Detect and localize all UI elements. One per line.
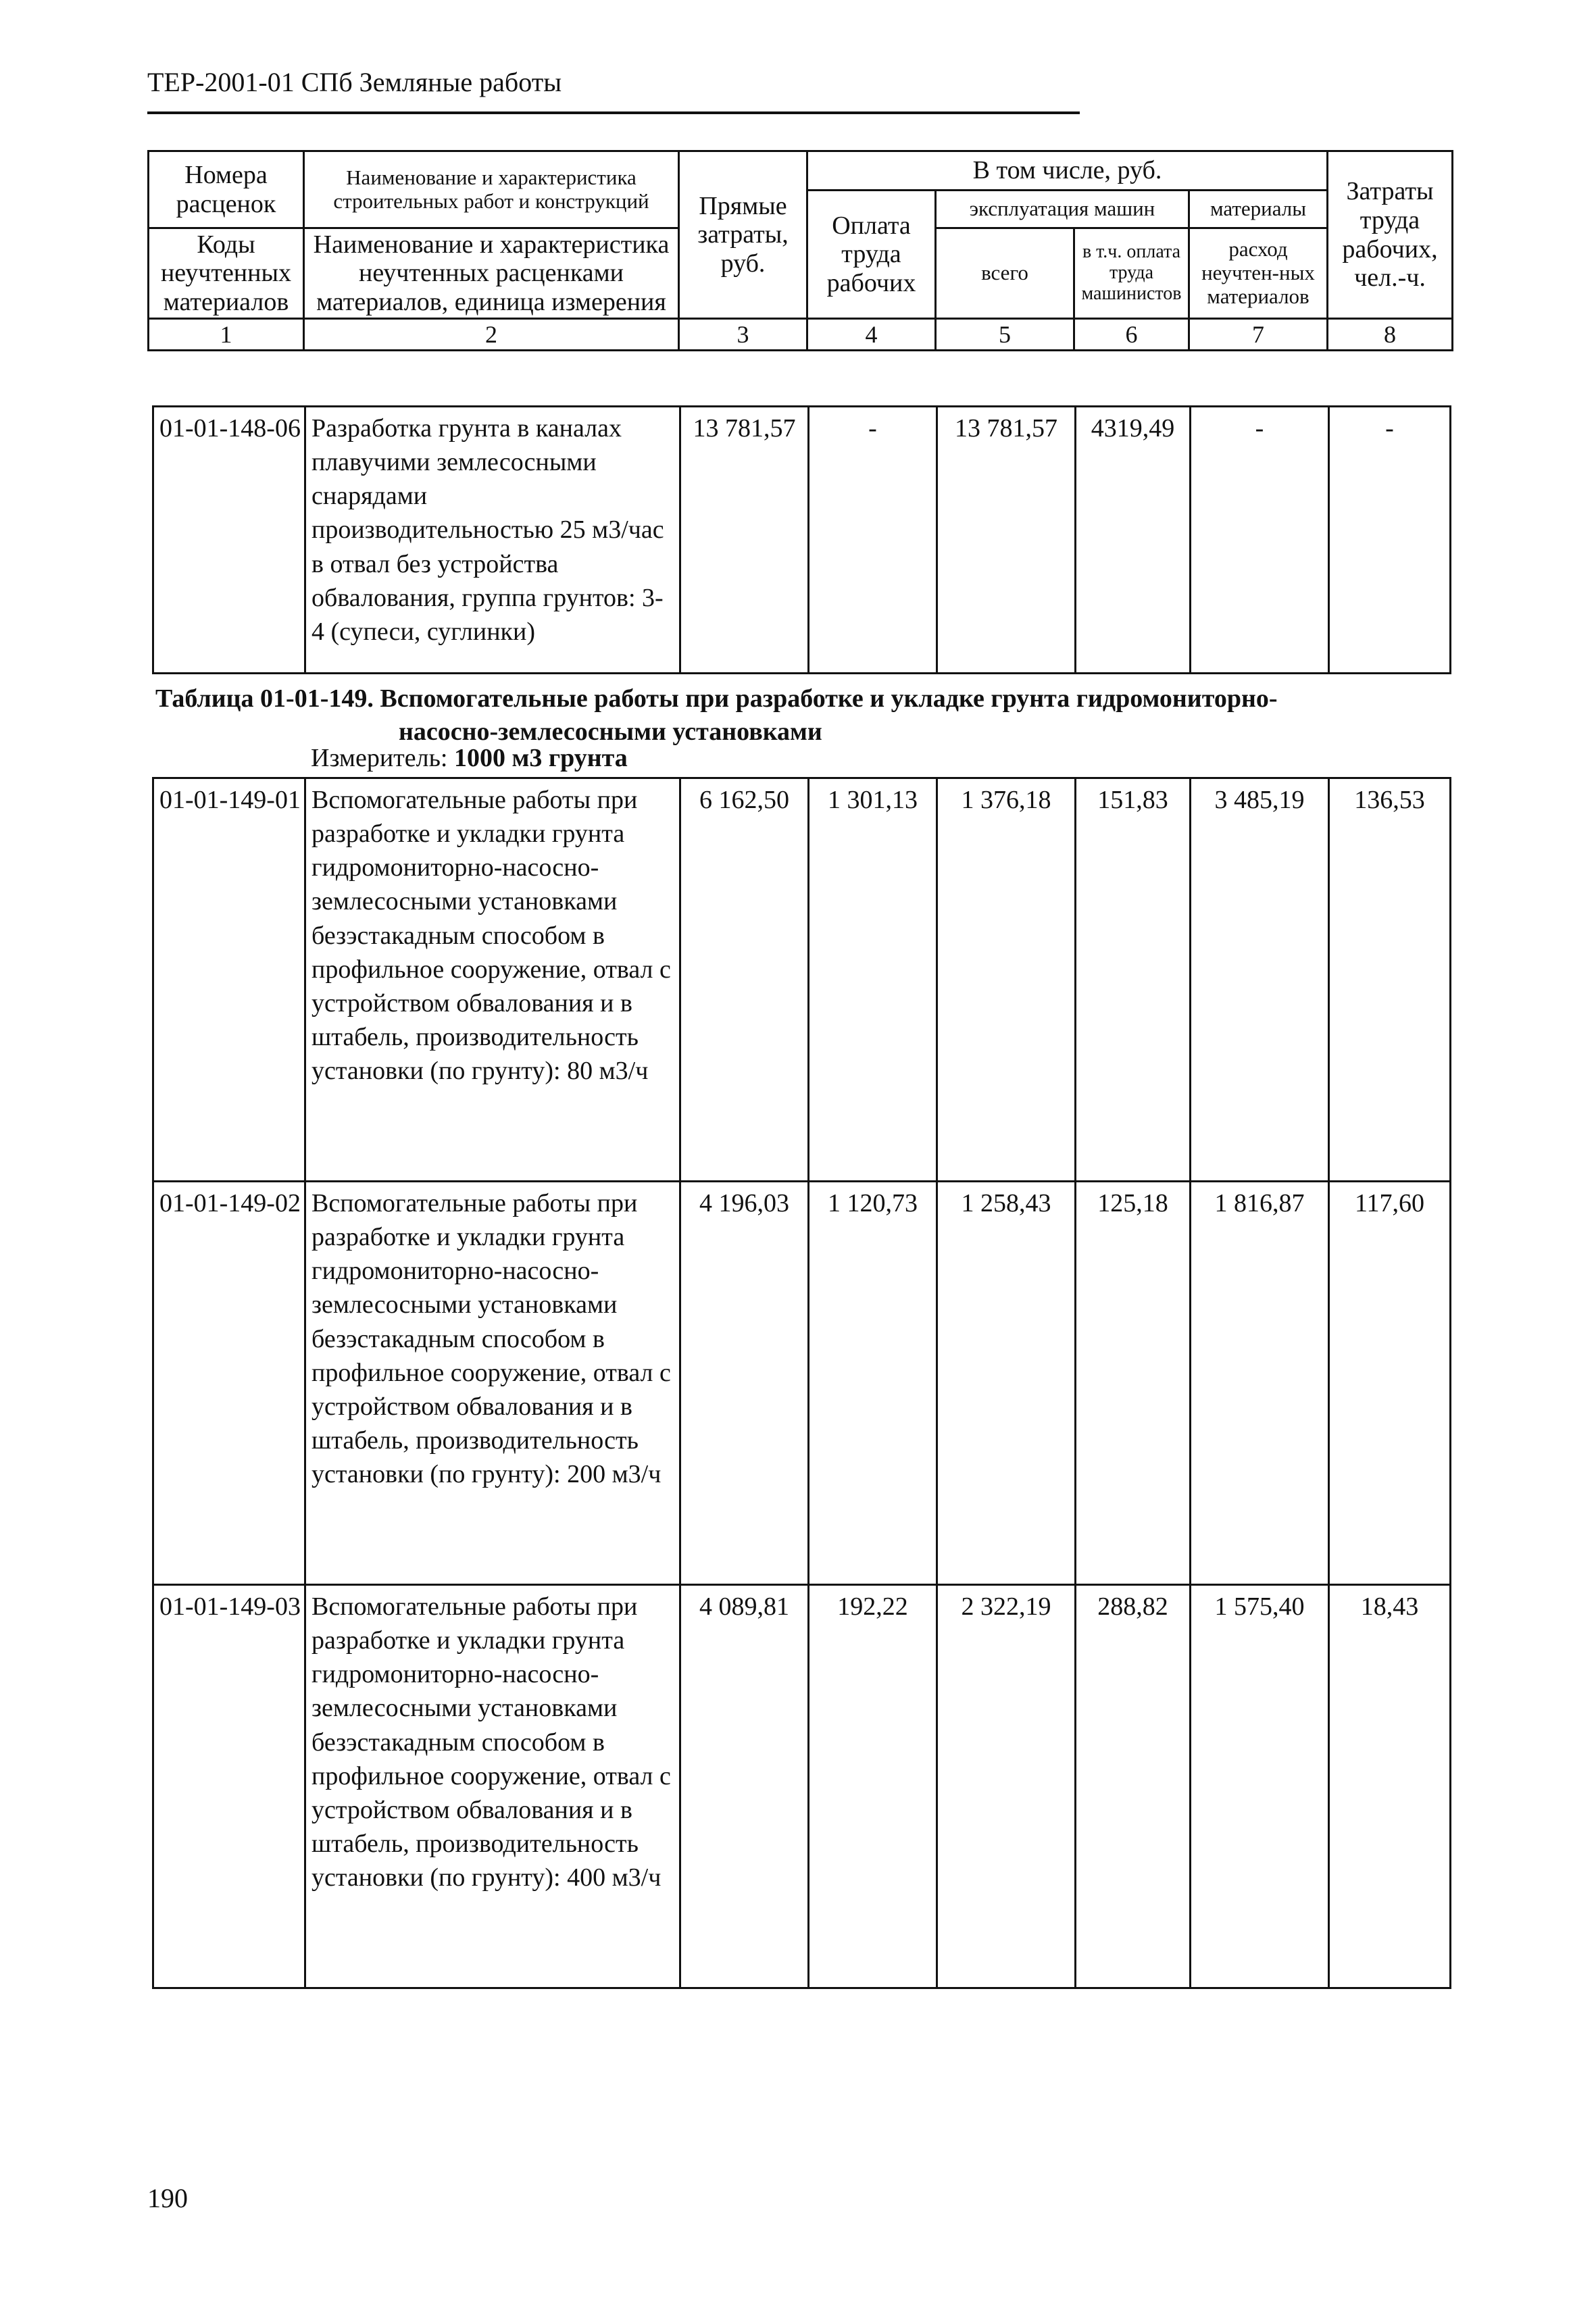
worker-pay: 192,22 bbox=[809, 1585, 937, 1988]
column-number: 6 bbox=[1074, 319, 1189, 351]
column-number: 7 bbox=[1189, 319, 1328, 351]
labor-hours: 117,60 bbox=[1329, 1182, 1451, 1585]
table-row bbox=[153, 1585, 1451, 1988]
materials-cost: 1 575,40 bbox=[1191, 1585, 1329, 1988]
table-caption-line: насосно-землесосными установками bbox=[399, 718, 822, 747]
column-number: 8 bbox=[1328, 319, 1453, 351]
column-number: 4 bbox=[807, 319, 936, 351]
machines-total: 1 258,43 bbox=[937, 1182, 1076, 1585]
direct-costs: 4 089,81 bbox=[680, 1585, 809, 1988]
header-machines-total: всего bbox=[936, 228, 1074, 319]
measure-unit-value: 1000 м3 грунта bbox=[454, 744, 628, 772]
rate-code: 01-01-148-06 bbox=[153, 407, 305, 674]
page-number: 190 bbox=[147, 2183, 188, 2213]
running-head: ТЕР-2001-01 СПб Земляные работы bbox=[147, 67, 562, 97]
labor-hours: 136,53 bbox=[1329, 778, 1451, 1182]
header-including: В том числе, руб. bbox=[807, 151, 1328, 191]
machinists-pay: 125,18 bbox=[1076, 1182, 1191, 1585]
rate-description: Вспомогательные работы при разработке и укладки грунта гидромониторно-насосно-землесосными установками безэстакадным способом в профильное сооружение, отвал с устройством обвалования и в штабель, производительность установки (по грунту): 400 м3/ч bbox=[305, 1585, 680, 1988]
header-material-consumption: расход неучтен-ных материалов bbox=[1189, 228, 1328, 319]
materials-cost: - bbox=[1191, 407, 1329, 674]
column-number: 5 bbox=[936, 319, 1074, 351]
machines-total: 2 322,19 bbox=[937, 1585, 1076, 1988]
materials-cost: 3 485,19 bbox=[1191, 778, 1329, 1182]
direct-costs: 13 781,57 bbox=[680, 407, 809, 674]
header-rule bbox=[147, 111, 1080, 114]
worker-pay: 1 120,73 bbox=[809, 1182, 937, 1585]
column-number: 1 bbox=[149, 319, 304, 351]
header-machine-operation: эксплуатация машин bbox=[936, 191, 1189, 228]
direct-costs: 6 162,50 bbox=[680, 778, 809, 1182]
header-rate-numbers: Номера расценок bbox=[149, 151, 304, 228]
machines-total: 13 781,57 bbox=[937, 407, 1076, 674]
column-header-table bbox=[147, 150, 1453, 351]
machinists-pay: 288,82 bbox=[1076, 1585, 1191, 1988]
rate-code: 01-01-149-02 bbox=[153, 1182, 305, 1585]
direct-costs: 4 196,03 bbox=[680, 1182, 809, 1585]
machines-total: 1 376,18 bbox=[937, 778, 1076, 1182]
worker-pay: 1 301,13 bbox=[809, 778, 937, 1182]
measure-unit bbox=[311, 743, 628, 773]
measure-unit-label: Измеритель: bbox=[311, 744, 448, 772]
rate-description: Вспомогательные работы при разработке и укладки грунта гидромониторно-насосно-землесосными установками безэстакадным способом в профильное сооружение, отвал с устройством обвалования и в штабель, производительность установки (по грунту): 200 м3/ч bbox=[305, 1182, 680, 1585]
table-caption-line: Таблица 01-01-149. Вспомогательные работы при разработке и укладке грунта гидромониторно- bbox=[155, 684, 1278, 713]
labor-hours: - bbox=[1329, 407, 1451, 674]
header-work-name: Наименование и характеристика строительных работ и конструкций bbox=[304, 151, 679, 228]
rate-code: 01-01-149-01 bbox=[153, 778, 305, 1182]
table-caption bbox=[155, 682, 1412, 749]
column-number: 3 bbox=[679, 319, 807, 351]
labor-hours: 18,43 bbox=[1329, 1585, 1451, 1988]
header-material-codes: Коды неучтенных материалов bbox=[149, 228, 304, 319]
machinists-pay: 4319,49 bbox=[1076, 407, 1191, 674]
table-row bbox=[153, 1182, 1451, 1585]
header-labor-hours: Затраты труда рабочих, чел.-ч. bbox=[1328, 151, 1453, 319]
header-direct-costs: Прямые затраты, руб. bbox=[679, 151, 807, 319]
materials-cost: 1 816,87 bbox=[1191, 1182, 1329, 1585]
table-row bbox=[153, 778, 1451, 1182]
worker-pay: - bbox=[809, 407, 937, 674]
rate-code: 01-01-149-03 bbox=[153, 1585, 305, 1988]
rates-table-148 bbox=[152, 405, 1451, 674]
rate-description: Вспомогательные работы при разработке и укладки грунта гидромониторно-насосно-землесосными установками безэстакадным способом в профильное сооружение, отвал с устройством обвалования и в штабель, производительность установки (по грунту): 80 м3/ч bbox=[305, 778, 680, 1182]
header-materials: материалы bbox=[1189, 191, 1328, 228]
table-row bbox=[153, 407, 1451, 674]
header-worker-pay: Оплата труда рабочих bbox=[807, 191, 936, 319]
rates-table-149 bbox=[152, 777, 1451, 1989]
rate-description: Разработка грунта в каналах плавучими землесосными снарядами производительностью 25 м3/час в отвал без устройства обвалования, группа грунтов: 3-4 (супеси, суглинки) bbox=[305, 407, 680, 674]
machinists-pay: 151,83 bbox=[1076, 778, 1191, 1182]
column-number: 2 bbox=[304, 319, 679, 351]
header-material-name: Наименование и характеристика неучтенных расценками материалов, единица измерения bbox=[304, 228, 679, 319]
header-machinists-pay: в т.ч. оплата труда машинистов bbox=[1074, 228, 1189, 319]
